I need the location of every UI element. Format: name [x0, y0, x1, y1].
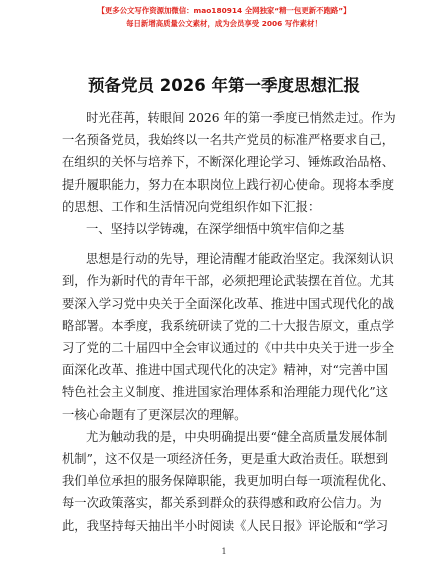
promo-line-2: 每日新增高质量公文素材，成为会员享受 2006 写作素材！: [126, 19, 322, 28]
paragraph-gap: [62, 240, 392, 248]
text-line: 此，我坚持每天抽出半小时阅读《人民日报》评论版和“学习: [62, 518, 389, 533]
paragraph: [62, 426, 395, 537]
text-line: 略部署。本季度，我系统研读了党的二十大报告原文，重点学: [62, 318, 395, 333]
text-line: 提升履职能力，努力在本职岗位上践行初心使命。现将本季度: [62, 177, 395, 192]
promo-line-1: 【更多公文写作资源加微信：mao180914 全网独家“精一包更新不跑路”】: [97, 6, 351, 15]
paragraph: [62, 218, 392, 240]
text-line: 一、坚持以学铸魂，在深学细悟中筑牢信仰之基: [86, 222, 345, 237]
text-line: 思想是行动的先导，理论清醒才能政治坚定。我深刻认识: [86, 252, 394, 267]
text-line: 习了党的二十届四中全会审议通过的《中共中央关于进一步全: [62, 341, 395, 356]
promo-banner: [0, 4, 448, 30]
text-line: 的思想、工作和生活情况向党组织作如下汇报：: [62, 199, 321, 214]
document-title: 预备党员 2026 年第一季度思想汇报: [88, 76, 360, 95]
document-body: [62, 107, 396, 537]
text-line: 一核心命题有了更深层次的理解。: [62, 407, 247, 422]
paragraph: [62, 248, 395, 426]
text-line: 一名预备党员，我始终以一名共产党员的标准严格要求自己，: [62, 133, 395, 148]
text-line: 时光荏苒，转眼间 2026 年的第一季度已悄然走过。作为: [86, 111, 396, 125]
text-line: 在组织的关怀与培养下，不断深化理论学习、锤炼政治品格、: [62, 155, 395, 170]
text-line: 尤为触动我的是，中央明确提出要“健全高质量发展体制: [86, 429, 388, 444]
text-line: 我们单位承担的服务保障职能，我更加明白每一项流程优化、: [62, 474, 395, 489]
page-number: 1: [221, 547, 227, 556]
paragraph: [62, 107, 396, 218]
text-line: 机制”，这不仅是一项经济任务，更是重大政治责任。联想到: [62, 452, 389, 467]
text-line: 每一次政策落实，都关系到群众的获得感和政府公信力。为: [62, 496, 382, 511]
text-line: 到，作为新时代的青年干部，必须把理论武装摆在首位。尤其: [62, 274, 395, 289]
text-line: 特色社会主义制度、推进国家治理体系和治理能力现代化”这: [62, 385, 389, 400]
text-line: 要深入学习党中央关于全面深化改革、推进中国式现代化的战: [62, 296, 395, 311]
text-line: 面深化改革、推进中国式现代化的决定》精神，对“完善中国: [62, 363, 389, 378]
